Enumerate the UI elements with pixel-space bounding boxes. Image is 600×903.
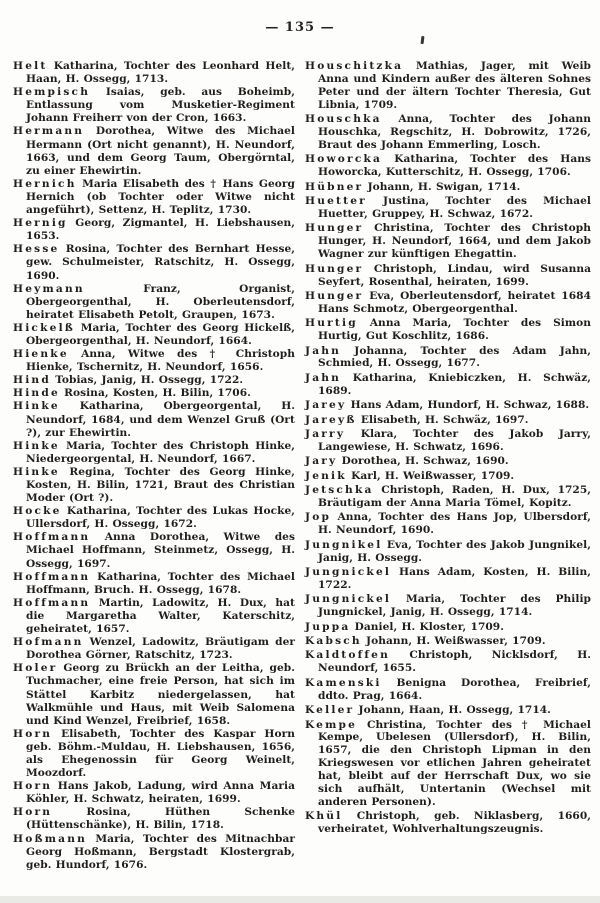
- entry-surname: Helt: [13, 60, 48, 72]
- entry-text: Martin, Ladowitz, H. Dux, hat die Margaretha Walter, Katerschitz, geheiratet, 1657.: [26, 596, 295, 636]
- register-columns: [13, 60, 591, 872]
- entry-surname: Houschka: [305, 113, 382, 126]
- entry-text: Eva, Oberleutensdorf, heiratet 1684 Hans Schmotz, Obergeorgenthal.: [318, 289, 591, 315]
- entry-text: Katharina, Tochter des Michael Hoffmann, Bruch. H. Ossegg, 1678.: [26, 570, 295, 596]
- entry-surname: Howorcka: [305, 153, 383, 166]
- entry-surname: Jop: [305, 511, 332, 524]
- left-column: [13, 60, 295, 872]
- entry-text: Christoph, geb. Niklasberg, 1660, verheiratet, Wohlverhaltungszeugnis.: [318, 810, 591, 836]
- entry-surname: Jary: [305, 455, 338, 468]
- register-entry: [13, 125, 295, 177]
- entry-text: Anna, Tochter des Hans Jop, Ulbersdorf, H. Neundorf, 1690.: [318, 511, 591, 537]
- entry-text: Christoph, Nicklsdorf, H. Neundorf, 1655.: [318, 649, 591, 675]
- register-entry: [305, 719, 591, 809]
- entry-surname: Hinke: [13, 465, 60, 478]
- register-entry: [13, 243, 295, 282]
- entry-text: Johann, Haan, H. Ossegg, 1714.: [354, 704, 551, 717]
- entry-surname: Hoffmann: [13, 596, 91, 609]
- register-entry: [305, 399, 591, 412]
- entry-surname: Hurtig: [305, 317, 358, 330]
- entry-surname: Hernich: [13, 177, 77, 190]
- entry-text: Anna Dorothea, Witwe des Michael Hoffmann, Steinmetz, Ossegg, H. Ossegg, 1697.: [26, 531, 295, 570]
- entry-surname: Hermann: [13, 125, 85, 138]
- entry-text: Christoph, Raden, H. Dux, 1725, Bräutigam der Anna Maria Tömel, Kopitz.: [318, 484, 591, 509]
- entry-text: Benigna Dorothea, Freibrief, ddto. Prag, 1664.: [318, 676, 591, 702]
- entry-text: Rosina, Tochter des Bernhart Hesse, gew. Schulmeister, Ratschitz, H. Ossegg, 1690.: [26, 243, 295, 282]
- right-column: [305, 60, 591, 872]
- entry-surname: Hernig: [13, 217, 68, 230]
- entry-text: Katharina, Obergeorgental, H. Neundorf, 1684, und dem Wenzel Gruß (Ort ?), zur Ehewirtin.: [26, 400, 295, 439]
- register-entry: [13, 636, 295, 662]
- register-entry: [305, 621, 591, 634]
- register-entry: [13, 86, 295, 125]
- entry-surname: Hinde: [13, 387, 60, 400]
- entry-surname: Jahn: [305, 371, 342, 384]
- entry-surname: Hoffmann: [13, 570, 91, 583]
- register-entry: [305, 414, 591, 427]
- entry-text: Hans Adam, Kosten, H. Bilin, 1722.: [318, 566, 591, 591]
- entry-surname: Hunger: [305, 222, 364, 235]
- entry-surname: Hickelß: [13, 321, 76, 334]
- entry-surname: Hocke: [13, 505, 62, 518]
- entry-text: Katharina, Kniebiczken, H. Schwäz, 1689.: [318, 371, 591, 397]
- entry-text: Maria, Tochter des Georg Hickelß, Obergeorgenthal, H. Neundorf, 1664.: [26, 321, 295, 347]
- entry-surname: Jahn: [305, 344, 342, 357]
- register-entry: [305, 810, 591, 836]
- entry-text: Justina, Tochter des Michael Huetter, Gruppey, H. Schwaz, 1672.: [318, 195, 591, 220]
- entry-text: Maria, Tochter des Mitnachbar Georg Hoßmann, Bergstadt Klostergrab, geb. Hundorf, 1676.: [26, 832, 295, 871]
- register-entry: [305, 181, 591, 194]
- register-entry: [305, 153, 591, 179]
- register-entry: [305, 113, 591, 152]
- register-entry: [305, 635, 591, 648]
- entry-surname: Jungnickel: [305, 593, 392, 606]
- scan-edge-shade: [0, 896, 600, 903]
- entry-surname: Khül: [305, 810, 343, 823]
- entry-surname: Jareyß: [305, 413, 357, 426]
- entry-text: Rosina, Kosten, H. Bilin, 1706.: [59, 387, 251, 400]
- register-entry: [305, 428, 591, 454]
- register-entry: [13, 728, 295, 780]
- entry-surname: Hienke: [13, 348, 69, 361]
- register-entry: [305, 704, 591, 717]
- entry-surname: Hempisch: [13, 86, 91, 99]
- entry-text: Mathias, Jager, mit Weib Anna und Kindern außer des älteren Sohnes Peter und der ältern Tochter Theresia, Gut Libnia, 1709.: [318, 60, 591, 111]
- register-entry: [13, 348, 295, 374]
- entry-surname: Hoßmann: [13, 832, 88, 845]
- register-entry: [13, 571, 295, 597]
- entry-surname: Jarry: [305, 427, 346, 440]
- register-entry: [305, 222, 591, 261]
- ink-speck: [421, 36, 424, 44]
- entry-text: Rosina, Hüthen Schenke (Hüttenschänke), H. Bilin, 1718.: [26, 806, 295, 832]
- register-entry: [13, 505, 295, 531]
- entry-text: Christoph, Lindau, wird Susanna Seyfert, Rosenthal, heiraten, 1699.: [318, 262, 591, 288]
- entry-surname: Hunger: [305, 289, 364, 302]
- entry-text: Maria, Tochter des Philip Jungnickel, Janig, H. Ossegg, 1714.: [318, 593, 591, 619]
- entry-text: Maria, Tochter des Christoph Hinke, Niedergeorgental, H. Neundorf, 1667.: [26, 439, 295, 465]
- entry-text: Elisabeth, Tochter des Kaspar Horn geb. Böhm.-Muldau, H. Liebshausen, 1656, als Ehegenossin für Georg Weinelt, Moozdorf.: [26, 727, 295, 780]
- register-entry: [305, 677, 591, 703]
- entry-surname: Jarey: [305, 399, 347, 412]
- entry-text: Dorothea, H. Schwaz, 1690.: [337, 455, 509, 468]
- register-entry: [305, 455, 591, 468]
- entry-text: Christina, Tochter des † Michael Kempe, Ubelesen (Ullersdorf), H. Bilin, 1657, die den Christoph Lipman in den Kriegswesen vor etlichen Jahren geheiratet hat, bleibt auf der Herrschaft Dux, wo sie sich aufhält, Untertanin (Wechsel mit anderen Personen).: [318, 718, 591, 808]
- entry-surname: Hunger: [305, 262, 364, 275]
- register-entry: [305, 372, 591, 398]
- register-entry: [305, 593, 591, 619]
- entry-text: Hans Adam, Hundorf, H. Schwaz, 1688.: [346, 399, 590, 412]
- register-entry: [305, 317, 591, 343]
- register-entry: [305, 539, 591, 565]
- entry-surname: Jungnikel: [305, 538, 383, 551]
- entry-text: Johann, H. Swigan, 1714.: [363, 180, 521, 193]
- entry-surname: Jenik: [305, 469, 347, 482]
- entry-surname: Hoffmann: [13, 531, 91, 544]
- register-entry: [13, 387, 295, 400]
- entry-surname: Houschitzka: [305, 60, 404, 72]
- entry-text: Tobias, Janig, H. Ossegg, 1722.: [50, 374, 244, 387]
- entry-surname: Hind: [13, 374, 51, 387]
- register-entry: [13, 283, 295, 322]
- entry-text: Katharina, Tochter des Leonhard Helt, Haan, H. Ossegg, 1713.: [26, 60, 295, 86]
- entry-text: Johann, H. Weißwasser, 1709.: [361, 635, 546, 648]
- entry-text: Anna, Witwe des † Christoph Hienke, Tschernitz, H. Neundorf, 1656.: [26, 348, 295, 374]
- register-entry: [13, 400, 295, 439]
- register-entry: [305, 263, 591, 289]
- entry-surname: Hinke: [13, 400, 60, 413]
- entry-surname: Kempe: [305, 718, 358, 731]
- entry-text: Georg zu Brückh an der Leitha, geb. Tuchmacher, eine freie Person, hat sich im Stättel Karbitz niedergelassen, hat Walkmühle und Haus, mit Weib Salomena und Kind Wenzel, Freibrief, 1658.: [26, 662, 295, 727]
- entry-surname: Huetter: [305, 195, 367, 208]
- entry-surname: Kaldtoffen: [305, 649, 391, 662]
- entry-text: Isaias, geb. aus Boheimb, Entlassung vom Musketier-Regiment Johann Freiherr von der Cron, 1663.: [26, 86, 295, 125]
- register-entry: [13, 60, 295, 86]
- entry-surname: Horn: [13, 780, 53, 793]
- entry-text: Johanna, Tochter des Adam Jahn, Schmied, H. Ossegg, 1677.: [318, 344, 591, 370]
- register-entry: [305, 649, 591, 675]
- entry-text: Wenzel, Ladowitz, Bräutigam der Dorothea Görner, Ratschitz, 1723.: [26, 636, 295, 662]
- entry-surname: Hofmann: [13, 636, 84, 649]
- entry-text: Hans Jakob, Ladung, wird Anna Maria Köhler, H. Schwatz, heiraten, 1699.: [26, 780, 295, 806]
- register-entry: [305, 195, 591, 221]
- entry-text: Franz, Organist, Obergeorgenthal, H. Oberleutensdorf, heiratet Elisabeth Petolt, Graupen, 1673.: [26, 282, 295, 321]
- entry-surname: Hesse: [13, 243, 60, 256]
- entry-text: Regina, Tochter des Georg Hinke, Kosten, H. Bilin, 1721, Braut des Christian Moder (Ort ?).: [26, 465, 295, 505]
- register-entry: [13, 662, 295, 727]
- entry-text: Daniel, H. Kloster, 1709.: [350, 620, 504, 633]
- register-entry: [13, 833, 295, 872]
- entry-text: Maria Elisabeth des † Hans Georg Hernich (ob Tochter oder Witwe nicht angeführt), Settenz, H. Teplitz, 1730.: [26, 177, 295, 217]
- register-entry: [13, 780, 295, 806]
- register-entry: [13, 531, 295, 570]
- register-entry: [305, 345, 591, 371]
- entry-surname: Heymann: [13, 282, 85, 295]
- register-entry: [305, 470, 591, 483]
- entry-text: Dorothea, Witwe des Michael Hermann (Ort nicht genannt), H. Neundorf, 1663, und dem Georg Taum, Obergörntal, zu einer Ehewirtin.: [26, 125, 295, 177]
- register-entry: [305, 511, 591, 537]
- entry-surname: Holer: [13, 662, 58, 675]
- entry-surname: Horn: [13, 727, 53, 740]
- entry-surname: Horn: [13, 806, 53, 819]
- register-entry: [13, 466, 295, 505]
- entry-surname: Jetschka: [305, 484, 374, 497]
- register-entry: [305, 484, 591, 510]
- entry-text: Georg, Zigmantel, H. Liebshausen, 1653.: [26, 217, 295, 243]
- entry-surname: Kamenski: [305, 676, 382, 689]
- register-entry: [13, 374, 295, 387]
- entry-surname: Hübner: [305, 180, 364, 193]
- entry-surname: Kabsch: [305, 635, 362, 648]
- entry-text: Anna Maria, Tochter des Simon Hurtig, Gut Koschlitz, 1686.: [318, 317, 591, 343]
- entry-text: Katharina, Tochter des Hans Howorcka, Kutterschitz, H. Ossegg, 1706.: [318, 153, 591, 179]
- register-entry: [13, 178, 295, 217]
- entry-text: Karl, H. Weißwasser, 1709.: [346, 469, 515, 482]
- entry-text: Anna, Tochter des Johann Houschka, Regschitz, H. Dobrowitz, 1726, Braut des Johann Emmerling, Losch.: [318, 113, 591, 151]
- entry-text: Katharina, Tochter des Lukas Hocke, Ullersdorf, H. Ossegg, 1672.: [26, 505, 295, 531]
- page-number: — 135 —: [265, 20, 335, 35]
- register-entry: [305, 60, 591, 112]
- entry-surname: Jungnickel: [305, 566, 392, 579]
- entry-text: Klara, Tochter des Jakob Jarry, Langewiese, H. Schwatz, 1696.: [318, 427, 591, 453]
- entry-surname: Hinke: [13, 439, 60, 452]
- entry-text: Eva, Tochter des Jakob Jungnikel, Janig, H. Ossegg.: [318, 538, 591, 564]
- register-entry: [13, 217, 295, 243]
- entry-text: Elisabeth, H. Schwäz, 1697.: [356, 413, 529, 426]
- register-entry: [305, 566, 591, 592]
- register-entry: [305, 290, 591, 316]
- register-entry: [13, 440, 295, 466]
- entry-surname: Juppa: [305, 620, 351, 633]
- register-entry: [13, 597, 295, 636]
- register-entry: [13, 322, 295, 348]
- entry-surname: Keller: [305, 704, 355, 717]
- register-entry: [13, 806, 295, 832]
- entry-text: Christina, Tochter des Christoph Hunger, H. Neundorf, 1664, und dem Jakob Wagner zur künftigen Ehegattin.: [318, 222, 591, 261]
